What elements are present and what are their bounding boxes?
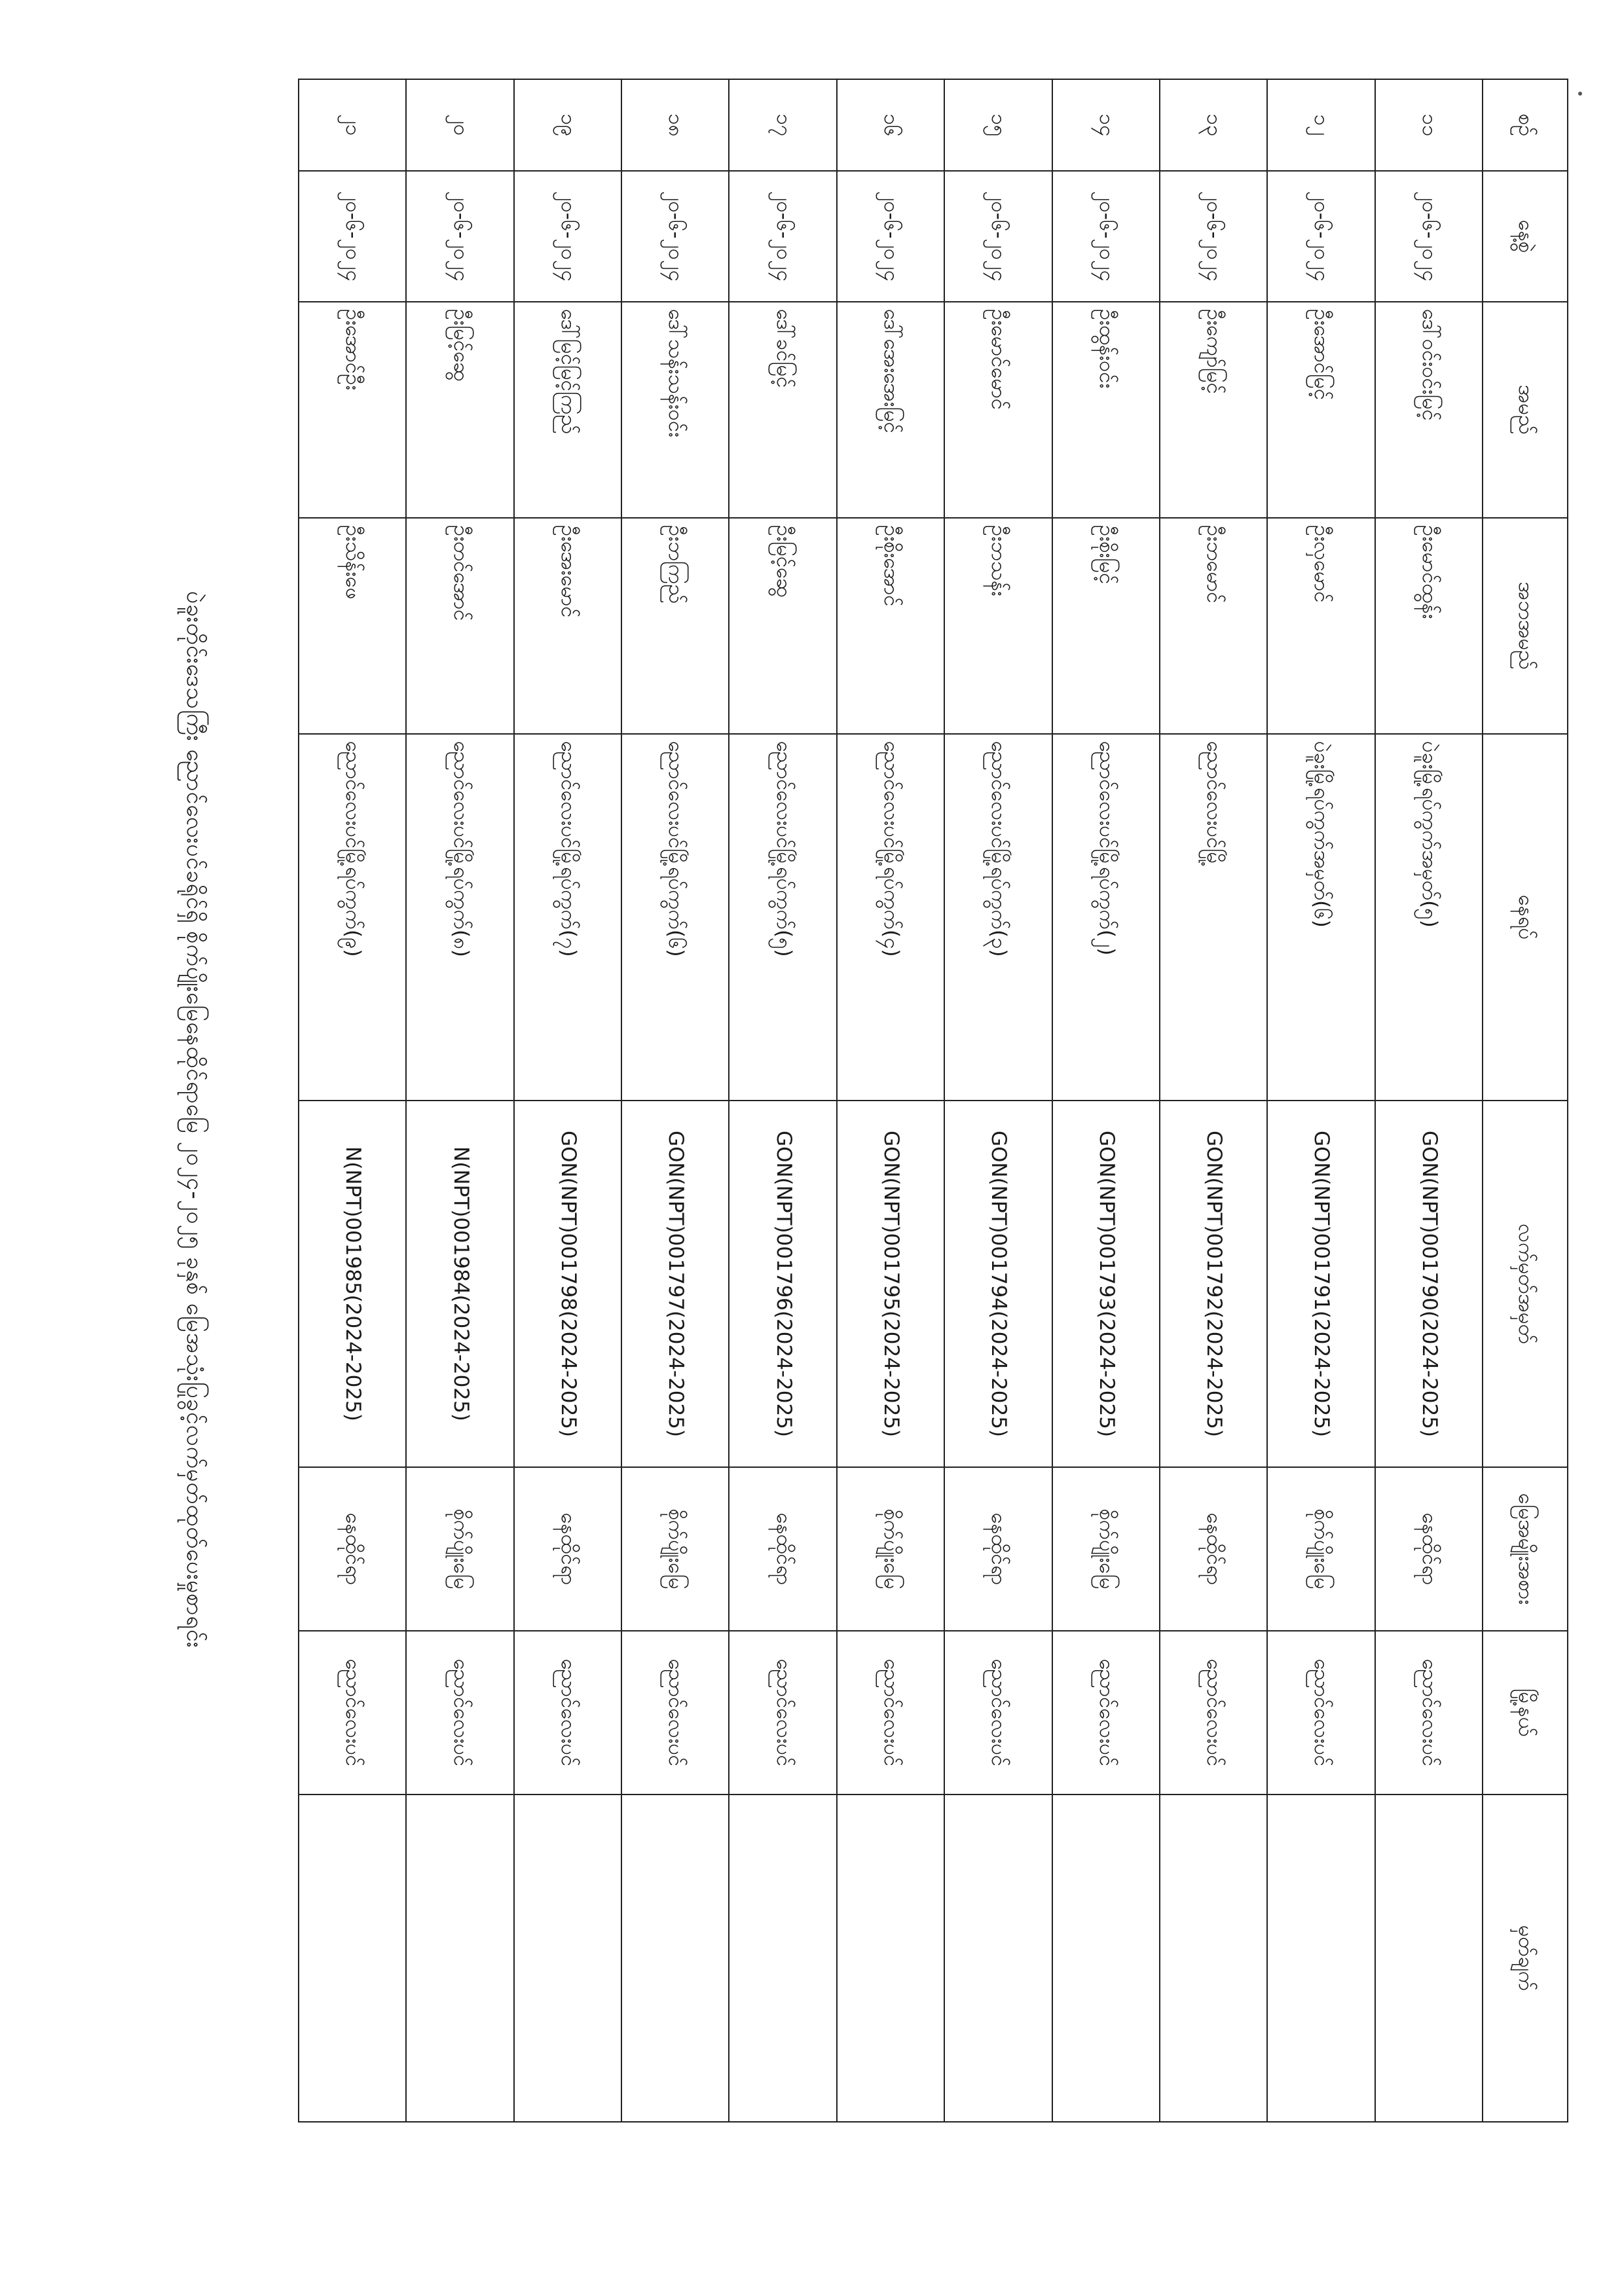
- table-row: [1375, 79, 1483, 2122]
- header-address: နေရပ်: [1483, 734, 1568, 1101]
- cell-father: ဦးသိန်းဖေ: [299, 518, 406, 734]
- cell-township: ညောင်လေးပင်: [837, 1631, 944, 1795]
- cell-township: ညောင်လေးပင်: [1052, 1631, 1160, 1795]
- cell-township: ညောင်လေးပင်: [1160, 1631, 1267, 1795]
- table-row: [621, 79, 729, 2122]
- cell-address: ညောင်လေးပင်မြို့ရပ်ကွက်(၈): [406, 734, 513, 1101]
- cell-father: ဦးတင်အောင်: [406, 518, 513, 734]
- cell-name: ဦးအောင်မြင့်: [1267, 302, 1375, 518]
- cell-cert-no: N(NPT)001984(2024-2025): [406, 1101, 513, 1467]
- cell-address: ညောင်လေးပင်မြို့ရပ်ကွက်(၂): [1052, 734, 1160, 1101]
- header-name: အမည်: [1483, 302, 1568, 518]
- table-row: [944, 79, 1052, 2122]
- header-father: အဘအမည်: [1483, 518, 1568, 734]
- cell-address: ပဲခူးမြို့ရပ်ကွက်အမှတ်(၆): [1267, 734, 1375, 1101]
- cell-township: ညောင်လေးပင်: [1267, 1631, 1375, 1795]
- cell-date: ၂၀-၆-၂၀၂၄: [1160, 171, 1267, 302]
- header-land-type: မြေအမျိုးအစား: [1483, 1467, 1568, 1631]
- cell-father: ဦးစိုးမြင့်: [1052, 518, 1160, 734]
- cell-address: ညောင်လေးပင်မြို့ရပ်ကွက်(၄): [837, 734, 944, 1101]
- cell-remarks: [299, 1795, 406, 2122]
- cell-township: ညောင်လေးပင်: [406, 1631, 513, 1795]
- cell-date: ၂၀-၆-၂၀၂၄: [944, 171, 1052, 302]
- cell-father: ဦးဘသန်း: [944, 518, 1052, 734]
- cell-township: ညောင်လေးပင်: [1375, 1631, 1483, 1795]
- cell-remarks: [1160, 1795, 1267, 2122]
- cell-land-type: စိုက်ပျိုးမြေ: [406, 1467, 513, 1631]
- cell-serial: ၁၆: [837, 79, 944, 171]
- cell-father: ဦးမြင့်ဆွေ: [729, 518, 836, 734]
- cell-land-type: နေထိုင်ရာ: [729, 1467, 836, 1631]
- cell-remarks: [514, 1795, 621, 2122]
- table-row: [837, 79, 944, 2122]
- cell-father: ဦးဘကြည်: [621, 518, 729, 734]
- cell-remarks: [1052, 1795, 1160, 2122]
- cell-cert-no: GON(NPT)001796(2024-2025): [729, 1101, 836, 1467]
- cell-cert-no: GON(NPT)001798(2024-2025): [514, 1101, 621, 1467]
- table-row: [729, 79, 836, 2122]
- cell-name: ဦးအောင်ဦး: [299, 302, 406, 518]
- cell-father: ဦးမောင်ထွန်း: [1375, 518, 1483, 734]
- cell-township: ညောင်လေးပင်: [621, 1631, 729, 1795]
- cell-serial: ၁၁: [1375, 79, 1483, 171]
- cell-land-type: စိုက်ပျိုးမြေ: [837, 1467, 944, 1631]
- cell-township: ညောင်လေးပင်: [729, 1631, 836, 1795]
- cell-land-type: စိုက်ပျိုးမြေ: [1052, 1467, 1160, 1631]
- cell-name: ဦးကျော်မြင့်: [1160, 302, 1267, 518]
- cell-name: ဒေါ်သန်းသန်းဝင်း: [621, 302, 729, 518]
- cell-cert-no: GON(NPT)001793(2024-2025): [1052, 1101, 1160, 1467]
- cell-date: ၂၀-၆-၂၀၂၄: [514, 171, 621, 302]
- cell-father: ဦးဘမောင်: [1160, 518, 1267, 734]
- cell-address: ညောင်လေးပင်မြို့ရပ်ကွက်(၅): [729, 734, 836, 1101]
- table-row: [1267, 79, 1375, 2122]
- cell-date: ၂၀-၆-၂၀၂၄: [299, 171, 406, 302]
- cell-father: ဦးစိုးအောင်: [837, 518, 944, 734]
- cell-serial: ၁၃: [1160, 79, 1267, 171]
- cell-remarks: [621, 1795, 729, 2122]
- cell-township: ညောင်လေးပင်: [944, 1631, 1052, 1795]
- header-township: မြို့နယ်: [1483, 1631, 1568, 1795]
- table-row: [514, 79, 621, 2122]
- cell-remarks: [406, 1795, 513, 2122]
- cell-name: ဒေါ်ဝင်းဝင်းမြင့်: [1375, 302, 1483, 518]
- cell-address: ညောင်လေးပင်မြို့: [1160, 734, 1267, 1101]
- cell-serial: ၁၈: [621, 79, 729, 171]
- cell-cert-no: GON(NPT)001790(2024-2025): [1375, 1101, 1483, 1467]
- header-date: နေ့စွဲ: [1483, 171, 1568, 302]
- cell-date: ၂၀-၆-၂၀၂၄: [837, 171, 944, 302]
- header-cert-no: လက်မှတ်အမှတ်: [1483, 1101, 1568, 1467]
- cell-date: ၂၀-၆-၂၀၂၄: [1052, 171, 1160, 302]
- cell-cert-no: N(NPT)001985(2024-2025): [299, 1101, 406, 1467]
- cell-name: ဦးမြင့်ဆွေ: [406, 302, 513, 518]
- cell-name: ဒေါ်မြင့်မြင့်ကြည်: [514, 302, 621, 518]
- cell-land-type: နေထိုင်ရာ: [514, 1467, 621, 1631]
- scan-speck: [1578, 92, 1582, 96]
- document-title: ပဲခူးတိုင်းဒေသကြီး ညောင်လေးပင်ခရိုင်ရှိ စိုက်ပျိုးမြေနေထိုင်ရာမြေ ၂၀၂၄-၂၀၂၅ ခုနှစ် မြေအသုံးပြုခွင့်လက်မှတ်ထုတ်ပေးမှုစာရင်း: [181, 591, 208, 1649]
- table-row: [1160, 79, 1267, 2122]
- cell-date: ၂၀-၆-၂၀၂၄: [1267, 171, 1375, 302]
- cell-address: ညောင်လေးပင်မြို့ရပ်ကွက်(၉): [299, 734, 406, 1101]
- cell-father: ဦးလှမောင်: [1267, 518, 1375, 734]
- cell-cert-no: GON(NPT)001791(2024-2025): [1267, 1101, 1375, 1467]
- cell-address: ညောင်လေးပင်မြို့ရပ်ကွက်(၇): [514, 734, 621, 1101]
- cell-serial: ၁၉: [514, 79, 621, 171]
- cell-address: ညောင်လေးပင်မြို့ရပ်ကွက်(၆): [621, 734, 729, 1101]
- cell-land-type: စိုက်ပျိုးမြေ: [621, 1467, 729, 1631]
- table-row: [406, 79, 513, 2122]
- table-row: [1052, 79, 1160, 2122]
- cell-name: ဒေါ်ခင်မြင့်: [729, 302, 836, 518]
- table-row: [299, 79, 406, 2122]
- cell-remarks: [1375, 1795, 1483, 2122]
- header-remarks: မှတ်ချက်: [1483, 1795, 1568, 2122]
- cell-remarks: [729, 1795, 836, 2122]
- cell-remarks: [837, 1795, 944, 2122]
- cell-serial: ၁၇: [729, 79, 836, 171]
- cell-address: ပဲခူးမြို့ရပ်ကွက်အမှတ်(၅): [1375, 734, 1483, 1101]
- cell-cert-no: GON(NPT)001797(2024-2025): [621, 1101, 729, 1467]
- cell-cert-no: GON(NPT)001795(2024-2025): [837, 1101, 944, 1467]
- cell-address: ညောင်လေးပင်မြို့ရပ်ကွက်(၃): [944, 734, 1052, 1101]
- cell-remarks: [1267, 1795, 1375, 2122]
- cell-land-type: စိုက်ပျိုးမြေ: [1267, 1467, 1375, 1631]
- cell-land-type: နေထိုင်ရာ: [1375, 1467, 1483, 1631]
- header-row: [1483, 79, 1568, 2122]
- cell-serial: ၁၄: [1052, 79, 1160, 171]
- cell-remarks: [944, 1795, 1052, 2122]
- cell-serial: ၁၅: [944, 79, 1052, 171]
- cell-serial: ၁၂: [1267, 79, 1375, 171]
- cell-name: ဒေါ်အေးအေးမြင့်: [837, 302, 944, 518]
- cell-name: ဦးထွန်းဝင်း: [1052, 302, 1160, 518]
- cell-name: ဦးမောင်မောင်: [944, 302, 1052, 518]
- cell-date: ၂၀-၆-၂၀၂၄: [1375, 171, 1483, 302]
- header-serial: စဉ်: [1483, 79, 1568, 171]
- cell-township: ညောင်လေးပင်: [299, 1631, 406, 1795]
- cell-township: ညောင်လေးပင်: [514, 1631, 621, 1795]
- cell-serial: ၂၀: [406, 79, 513, 171]
- cell-land-type: နေထိုင်ရာ: [299, 1467, 406, 1631]
- register-table: [298, 79, 1568, 2123]
- cell-date: ၂၀-၆-၂၀၂၄: [406, 171, 513, 302]
- cell-cert-no: GON(NPT)001792(2024-2025): [1160, 1101, 1267, 1467]
- cell-father: ဦးအေးမောင်: [514, 518, 621, 734]
- cell-serial: ၂၁: [299, 79, 406, 171]
- cell-cert-no: GON(NPT)001794(2024-2025): [944, 1101, 1052, 1467]
- cell-land-type: နေထိုင်ရာ: [944, 1467, 1052, 1631]
- cell-date: ၂၀-၆-၂၀၂၄: [729, 171, 836, 302]
- cell-land-type: နေထိုင်ရာ: [1160, 1467, 1267, 1631]
- cell-date: ၂၀-၆-၂၀၂၄: [621, 171, 729, 302]
